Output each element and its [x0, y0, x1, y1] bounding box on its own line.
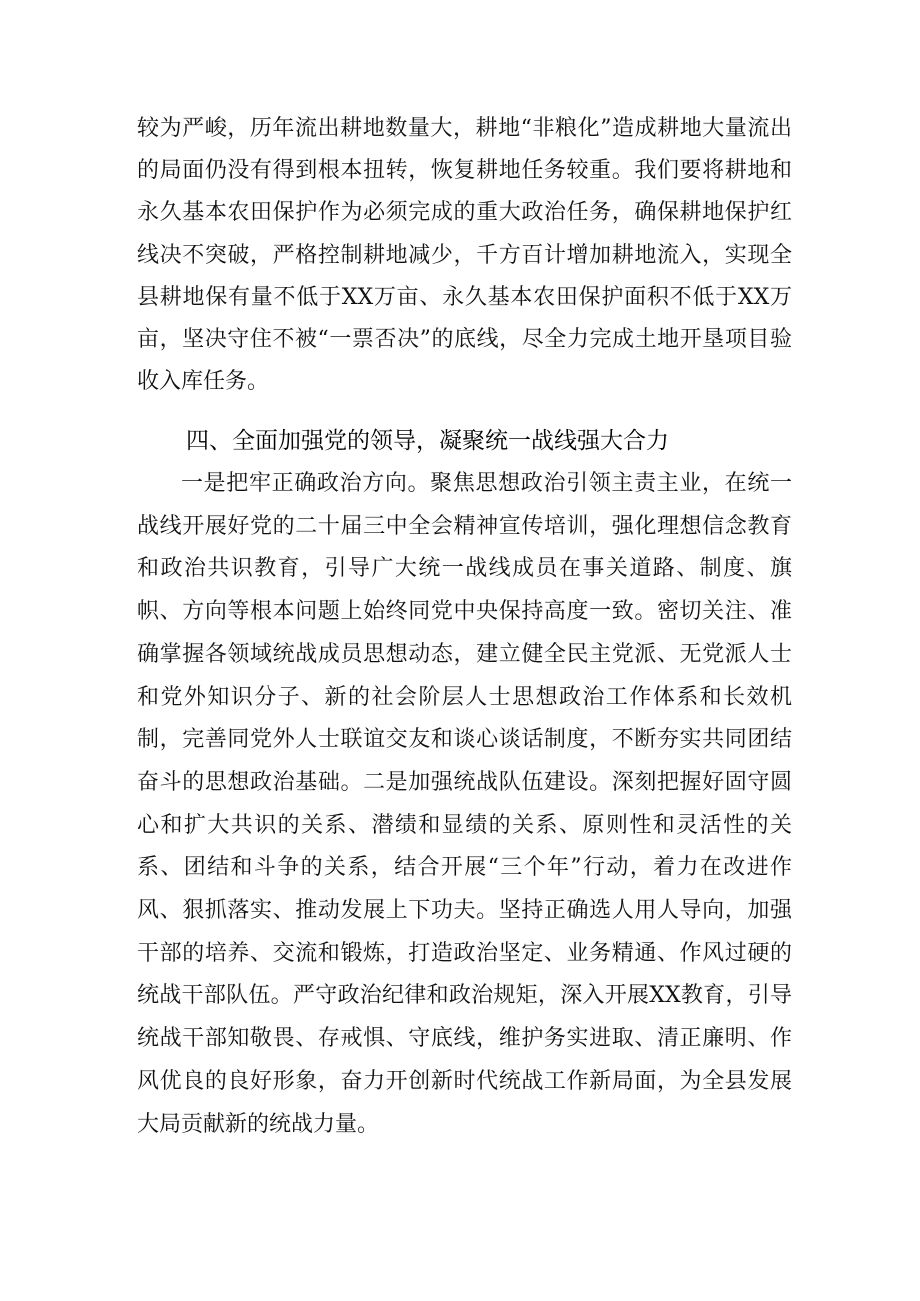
- section-heading: 四、全面加强党的领导，凝聚统一战线强大合力: [186, 428, 669, 454]
- body-paragraph-continued: 较为严峻，历年流出耕地数量大，耕地“非粮化”造成耕地大量流出的局面仍没有得到根本扭转，恢复耕地任务较重。我们要将耕地和永久基本农田保护作为必须完成的重大政治任务，确保耕地保护红线决不突破，严格控制耕地减少，千方百计增加耕地流入，实现全县耕地保有量不低于XX万亩、永久基本农田保护面积不低于XX万亩，坚决守住不被“一票否决”的底线，尽全力完成土地开垦项目验收入库任务。: [137, 116, 792, 395]
- body-paragraph-section-4: 一是把牢正确政治方向。聚焦思想政治引领主责主业，在统一战线开展好党的二十届三中全会精神宣传培训，强化理想信念教育和政治共识教育，引导广大统一战线成员在事关道路、制度、旗帜、方向等根本问题上始终同党中央保持高度一致。密切关注、准确掌握各领域统战成员思想动态，建立健全民主党派、无党派人士和党外知识分子、新的社会阶层人士思想政治工作体系和长效机制，完善同党外人士联谊交友和谈心谈话制度，不断夯实共同团结奋斗的思想政治基础。二是加强统战队伍建设。深刻把握好固守圆心和扩大共识的关系、潜绩和显绩的关系、原则性和灵活性的关系、团结和斗争的关系，结合开展“三个年”行动，着力在改进作风、狠抓落实、推动发展上下功夫。坚持正确选人用人导向，加强干部的培养、交流和锻炼，打造政治坚定、业务精通、作风过硬的统战干部队伍。严守政治纪律和政治规矩，深入开展XX教育，引导统战干部知敬畏、存戒惧、守底线，维护务实进取、清正廉明、作风优良的良好形象，奋力开创新时代统战工作新局面，为全县发展大局贡献新的统战力量。: [137, 471, 792, 1137]
